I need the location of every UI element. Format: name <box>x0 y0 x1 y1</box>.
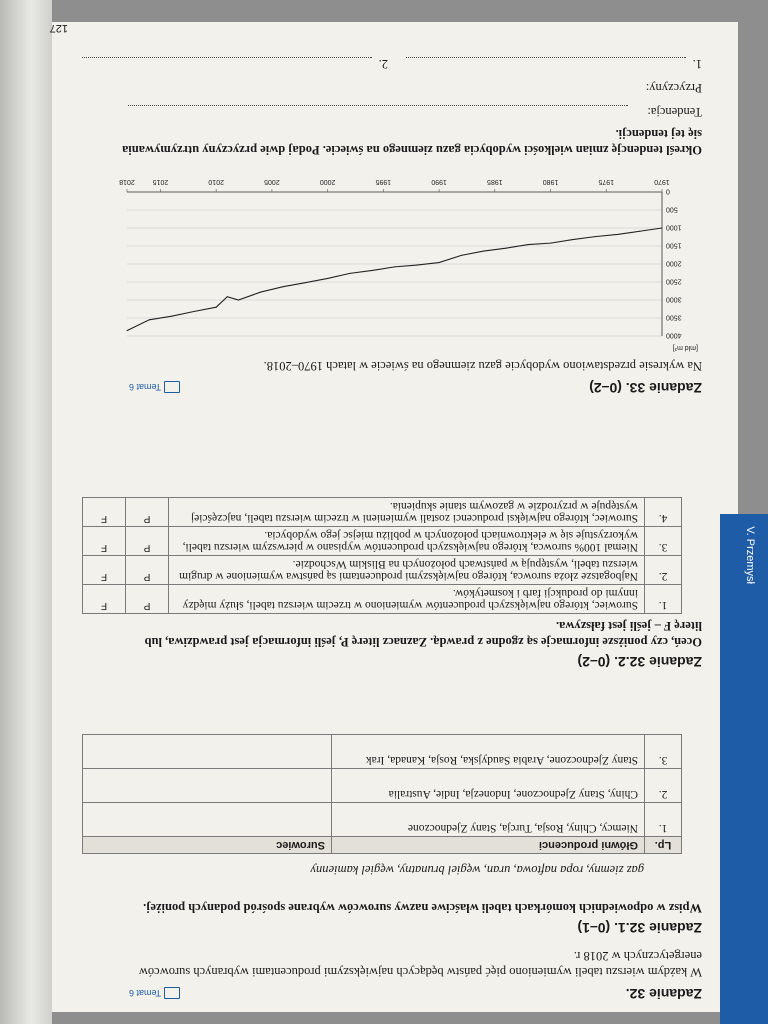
row-number: 1. <box>645 803 682 837</box>
data-point <box>416 265 417 266</box>
data-point <box>617 234 618 235</box>
y-tick-label: 3000 <box>666 295 682 303</box>
y-axis-label: [mld m³] <box>672 344 698 351</box>
y-axis-ticks <box>666 188 682 339</box>
table-row <box>83 498 682 527</box>
x-tick-label: 1985 <box>487 178 503 185</box>
chart-grid <box>127 192 662 336</box>
answer-p-3[interactable]: P <box>126 527 169 556</box>
cause-1-answer-line[interactable] <box>406 57 686 70</box>
y-tick-label: 2000 <box>666 259 682 267</box>
task-322-table <box>82 497 682 614</box>
resource-input-cell-3[interactable] <box>83 735 332 769</box>
row-producers: Niemcy, Chiny, Rosja, Turcja, Stany Zjednoczone <box>332 803 645 837</box>
y-tick-label: 2500 <box>666 277 682 285</box>
task-322-title: Zadanie 32.2. (0–2) <box>577 654 702 670</box>
answer-f-3[interactable]: F <box>83 527 126 556</box>
data-point <box>305 282 306 283</box>
data-point <box>394 266 395 267</box>
x-tick-label: 1970 <box>654 178 670 185</box>
task-32-intro: W każdym wierszu tabeli wymieniono pięć państw będących największymi producentami wybranych surowców energetycznych w 2018 r. <box>138 949 702 979</box>
data-point <box>171 316 172 317</box>
header-lp: Lp. <box>645 837 682 854</box>
causes-label: Przyczyny: <box>645 81 702 95</box>
data-point <box>662 228 663 229</box>
y-tick-label: 500 <box>666 205 678 213</box>
row-producers: Chiny, Stany Zjednoczone, Indonezja, Indie, Australia <box>332 769 645 803</box>
task-32-badge: Temat 6 <box>129 987 180 999</box>
row-number: 3. <box>645 527 682 556</box>
data-point <box>149 319 150 320</box>
x-tick-label: 2018 <box>119 178 135 185</box>
tendency-answer-line[interactable] <box>128 105 628 118</box>
x-axis-ticks <box>119 178 670 192</box>
statement-text: Surowiec, którego najwięksi producenci zostali wymienieni w trzecim wierszu tabeli, najczęściej występuje w przyrodzie w gazowym stanie skupienia. <box>169 498 645 527</box>
cause-2-answer-line[interactable] <box>82 57 372 70</box>
answer-p-2[interactable]: P <box>126 556 169 585</box>
answer-f-4[interactable]: F <box>83 498 126 527</box>
data-point <box>439 262 440 263</box>
page-number: 127 <box>49 22 68 34</box>
resource-input-cell-2[interactable] <box>83 769 332 803</box>
y-tick-label: 4000 <box>666 331 682 339</box>
table-row <box>83 769 682 803</box>
y-tick-label: 1000 <box>666 223 682 231</box>
x-tick-label: 1995 <box>375 178 392 185</box>
book-gutter <box>0 0 52 1024</box>
chart-series <box>127 228 663 332</box>
row-number: 2. <box>645 556 682 585</box>
task-321-options: gaz ziemny, ropa naftowa, uran, węgiel brunatny, węgiel kamienny <box>310 863 644 877</box>
data-point <box>349 273 350 274</box>
y-tick-label: 1500 <box>666 241 682 249</box>
chapter-label: V. Przemysł <box>744 526 756 584</box>
data-point <box>595 236 596 237</box>
row-number: 1. <box>645 585 682 614</box>
data-point <box>483 251 484 252</box>
data-point <box>372 270 373 271</box>
table-header-row <box>83 837 682 854</box>
x-tick-label: 1975 <box>598 178 615 185</box>
data-point <box>127 330 128 331</box>
data-point <box>260 292 261 293</box>
header-producers: Główni producenci <box>332 837 645 854</box>
data-point <box>505 248 506 249</box>
data-point <box>327 278 328 279</box>
cause-2-label: 2. <box>378 57 388 71</box>
gas-production-chart <box>102 168 702 358</box>
y-tick-label: 0 <box>666 187 670 195</box>
row-number: 3. <box>645 735 682 769</box>
x-tick-label: 2010 <box>208 178 224 185</box>
table-row <box>83 585 682 614</box>
task-33-badge: Temat 6 <box>129 381 180 393</box>
cause-1-label: 1. <box>692 57 702 71</box>
data-point <box>238 300 239 301</box>
table-row <box>83 527 682 556</box>
data-point <box>639 231 640 232</box>
task-321-instruction: Wpisz w odpowiednich komórkach tabeli właściwe nazwy surowców wybrane spośród podanych poniżej. <box>143 901 702 915</box>
data-point <box>283 286 284 287</box>
x-tick-label: 1980 <box>542 178 559 185</box>
x-tick-label: 1990 <box>431 178 447 185</box>
row-number: 4. <box>645 498 682 527</box>
task-321-title: Zadanie 32.1. (0–1) <box>577 920 702 936</box>
data-point <box>461 255 462 256</box>
book-icon <box>164 381 180 393</box>
data-point <box>227 296 228 297</box>
data-point <box>216 307 217 308</box>
data-point <box>193 311 194 312</box>
x-tick-label: 2000 <box>319 178 336 185</box>
row-producers: Stany Zjednoczone, Arabia Saudyjska, Rosja, Kanada, Irak <box>332 735 645 769</box>
answer-p-4[interactable]: P <box>126 498 169 527</box>
series-line <box>127 228 662 331</box>
answer-p-1[interactable]: P <box>126 585 169 614</box>
table-row <box>83 735 682 769</box>
row-number: 2. <box>645 769 682 803</box>
y-tick-label: 3500 <box>666 313 682 321</box>
statement-text: Najbogatsze złoża surowca, którego największymi producentami są państwa wymienione w drugim wierszu tabeli, występują w państwach położonych na Bliskim Wschodzie. <box>169 556 645 585</box>
statement-text: Surowiec, którego największych producentów wymieniono w trzecim wierszu tabeli, służy między innymi do produkcji farb i kosmetyków. <box>169 585 645 614</box>
table-row <box>83 556 682 585</box>
answer-f-1[interactable]: F <box>83 585 126 614</box>
task-33-instruction: Określ tendencję zmian wielkości wydobycia gazu ziemnego na świecie. Podaj dwie przyczyny utrzymywania się tej tendencji. <box>122 127 702 157</box>
task-321-table <box>82 734 682 854</box>
table-row <box>83 803 682 837</box>
task-322-instruction: Oceń, czy poniższe informacje są zgodne z prawdą. Zaznacz literę P, jeśli informacja jest prawdziwa, lub literę F – jeśli jest fałszywa. <box>144 619 702 649</box>
task-33-title: Zadanie 33. (0–2) <box>589 380 702 396</box>
resource-input-cell-1[interactable] <box>83 803 332 837</box>
x-tick-label: 2005 <box>264 178 280 185</box>
header-resource: Surowiec <box>83 837 332 854</box>
statement-text: Niemal 100% surowca, którego największych producentów wypisano w pierwszym wierszu tabeli, wykorzystuje się w elektrowniach położonych w pobliżu miejsc jego wydobycia. <box>169 527 645 556</box>
task-32-title: Zadanie 32. <box>625 986 702 1002</box>
tendency-label: Tendencja: <box>647 105 702 119</box>
answer-f-2[interactable]: F <box>83 556 126 585</box>
chapter-sidebar <box>720 514 768 1024</box>
data-point <box>550 243 551 244</box>
data-point <box>572 239 573 240</box>
data-point <box>528 244 529 245</box>
task-33-intro: Na wykresie przedstawiono wydobycie gazu ziemnego na świecie w latach 1970–2018. <box>263 359 702 373</box>
book-icon <box>164 987 180 999</box>
x-tick-label: 2015 <box>152 178 169 185</box>
